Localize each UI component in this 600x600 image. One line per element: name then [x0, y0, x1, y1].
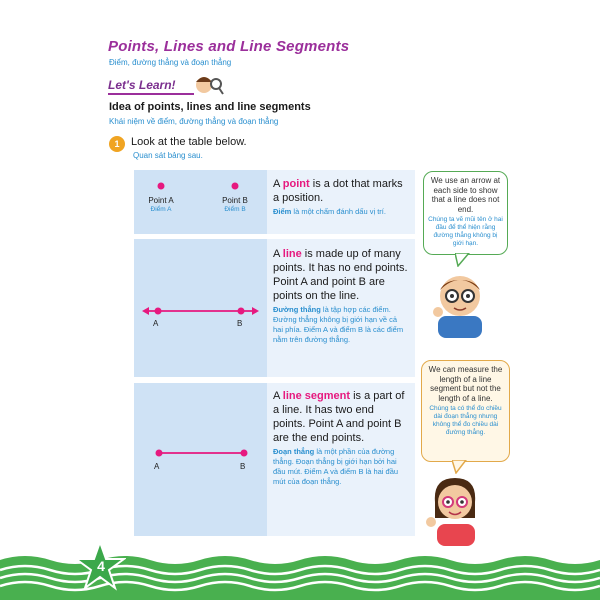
section-subtitle: Khái niệm về điểm, đường thẳng và đoạn thẳng	[109, 117, 279, 126]
measure-tip-text-vi: Chúng ta có thể đo chiều dài đoạn thẳng nhưng không thể đo chiều dài đường thẳng.	[429, 405, 502, 436]
segment-point-b-label: B	[240, 462, 246, 471]
point-b-label: Point B	[222, 196, 248, 205]
arrow-tip-text-vi: Chúng ta vẽ mũi tên ở hai đầu để thể hiện rằng đường thẳng không bị giới hạn.	[428, 216, 503, 247]
right-arrow-icon	[252, 307, 259, 315]
lets-learn-underline	[108, 93, 194, 95]
left-arrow-icon	[142, 307, 149, 315]
line-definition-cell	[267, 239, 415, 377]
boy-with-glasses-icon	[430, 268, 490, 338]
lets-learn-heading: Let's Learn!	[108, 78, 176, 92]
step-number-badge: 1	[109, 136, 125, 152]
page-number: 4	[97, 558, 105, 574]
segment-definition-vi: Đoạn thẳng là một phần của đường thẳng. Đoạn thẳng bị giới hạn bởi hai đầu mút. Điểm A và điểm B là hai đầu mút của đoạn thẳng.	[273, 447, 399, 486]
section-title: Idea of points, lines and line segments	[109, 101, 311, 113]
line-definition-vi: Đường thẳng là tập hợp các điểm. Đường thẳng không bị giới hạn về cả hai phía. Điểm A và điểm B là các điểm nằm trên đường thẳng.	[273, 305, 404, 344]
point-b-label-vi: Điểm B	[224, 206, 246, 213]
point-a-dot	[158, 183, 165, 190]
boy-with-magnifier-icon	[192, 72, 224, 98]
point-definition: A point is a dot that marks a position.	[273, 178, 403, 204]
page-subtitle: Điểm, đường thẳng và đoạn thẳng	[109, 58, 232, 67]
point-a-label: Point A	[148, 196, 174, 205]
segment-illustration-cell	[134, 383, 267, 536]
segment-definition: A line segment is a part of a line. It has two end points. Point A and point B are the end points.	[273, 390, 405, 444]
instruction-text-vi: Quan sát bảng sau.	[133, 151, 203, 160]
measure-tip-text: We can measure the length of a line segment but not the length of a line.	[428, 365, 503, 403]
line-definition: A line is made up of many points. It has no end points. Point A and point B are points on the line.	[273, 248, 408, 302]
point-definition-cell	[267, 170, 415, 234]
arrow-tip-text: We use an arrow at each side to show that a line does not end.	[430, 176, 501, 214]
segment-point-a-label: A	[154, 462, 160, 471]
point-definition-vi: Điểm là một chấm đánh dấu vị trí.	[273, 207, 386, 216]
segment-definition-cell	[267, 383, 415, 536]
bubble-tail-icon	[455, 253, 471, 267]
measure-tip-bubble	[421, 360, 510, 462]
arrow-tip-bubble	[423, 171, 508, 255]
girl-with-glasses-icon	[425, 472, 485, 546]
line-illustration-cell	[134, 239, 267, 377]
line-diagram	[134, 239, 267, 377]
point-illustration-cell	[134, 170, 267, 234]
line-segment-diagram	[134, 383, 267, 536]
page-title: Points, Lines and Line Segments	[108, 38, 350, 55]
line-point-b-label: B	[237, 319, 243, 328]
point-a-label-vi: Điểm A	[150, 206, 172, 213]
line-point-a-label: A	[153, 319, 159, 328]
point-b-dot	[232, 183, 239, 190]
instruction-text: Look at the table below.	[131, 136, 247, 148]
